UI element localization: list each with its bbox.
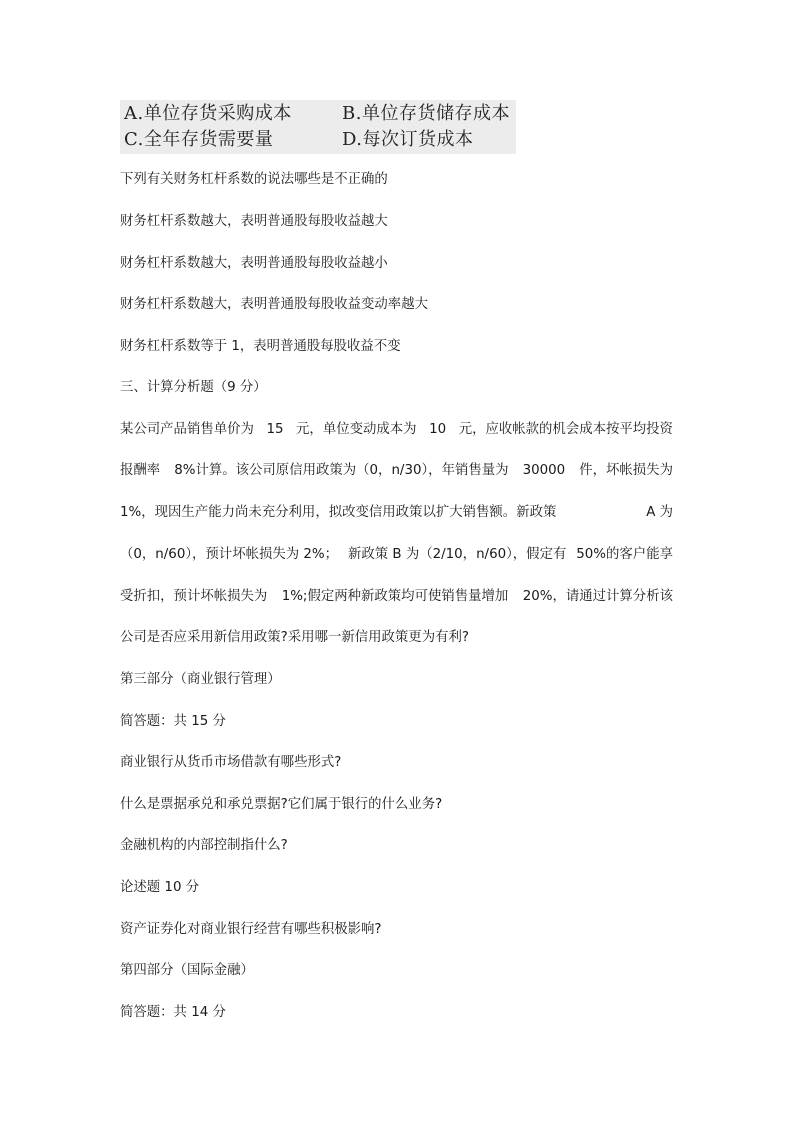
text-segment: 50%的客户能享 xyxy=(576,547,673,562)
text-segment: 元，单位变动成本为 xyxy=(296,422,417,437)
text-segment: 20%，请通过计算分析该 xyxy=(522,589,673,604)
part-three-short-answer-label: 简答题：共 15 分 xyxy=(120,714,226,729)
text-segment: （0，n/60），预计坏帐损失为 2%； xyxy=(120,547,339,562)
text-segment: 报酬率 xyxy=(120,463,161,478)
calc-paragraph-line-5 xyxy=(120,587,673,607)
text-segment: 新政策 B 为（2/10，n/60），假定有 xyxy=(347,547,567,562)
text-segment: 8%计算。该公司原信用政策为（0，n/30），年销售量为 xyxy=(174,463,509,478)
leverage-choice-1: 财务杠杆系数越大，表明普通股每股收益越大 xyxy=(120,214,388,229)
text-segment: 元，应收帐款的机会成本按平均投资 xyxy=(458,422,673,437)
part-three-essay-label: 论述题 10 分 xyxy=(120,880,200,895)
text-segment: 1%，现因生产能力尚未充分利用，拟改变信用政策以扩大销售额。新政策 xyxy=(120,505,557,520)
option-d: D.每次订货成本 xyxy=(342,129,474,150)
calc-paragraph-line-6: 公司是否应采用新信用政策?采用哪一新信用政策更为有利? xyxy=(120,630,469,645)
essay-question: 资产证券化对商业银行经营有哪些积极影响? xyxy=(120,922,382,937)
text-segment: 10 xyxy=(429,422,447,437)
text-segment: 件，坏帐损失为 xyxy=(579,463,673,478)
option-b: B.单位存货储存成本 xyxy=(342,103,510,124)
bank-question-3: 金融机构的内部控制指什么? xyxy=(120,838,288,853)
bank-question-1: 商业银行从货币市场借款有哪些形式? xyxy=(120,755,342,770)
option-c: C.全年存货需要量 xyxy=(124,129,274,150)
leverage-choice-2: 财务杠杆系数越大，表明普通股每股收益越小 xyxy=(120,256,388,271)
leverage-choice-3: 财务杠杆系数越大，表明普通股每股收益变动率越大 xyxy=(120,297,428,312)
section-three-heading: 三、计算分析题（9 分） xyxy=(120,380,267,395)
leverage-question-stem: 下列有关财务杠杆系数的说法哪些是不正确的 xyxy=(120,172,388,187)
text-segment: 某公司产品销售单价为 xyxy=(120,422,254,437)
part-four-short-answer-label: 简答题：共 14 分 xyxy=(120,1005,226,1020)
text-segment: 30000 xyxy=(522,463,566,478)
bank-question-2: 什么是票据承兑和承兑票据?它们属于银行的什么业务? xyxy=(120,797,443,812)
text-segment: A 为 xyxy=(646,505,673,520)
text-segment: 15 xyxy=(266,422,284,437)
calc-paragraph-line-3 xyxy=(120,503,673,523)
leverage-choice-4: 财务杠杆系数等于 1，表明普通股每股收益不变 xyxy=(120,339,401,354)
part-three-heading: 第三部分（商业银行管理） xyxy=(120,672,281,687)
text-segment: 1%;假定两种新政策均可使销售量增加 xyxy=(281,589,509,604)
calc-paragraph-line-1 xyxy=(120,420,673,440)
options-scan-image xyxy=(120,100,516,154)
part-four-heading: 第四部分（国际金融） xyxy=(120,963,254,978)
option-a: A.单位存货采购成本 xyxy=(124,103,292,124)
text-segment: 受折扣，预计坏帐损失为 xyxy=(120,589,268,604)
calc-paragraph-line-4 xyxy=(120,545,673,565)
calc-paragraph-line-2 xyxy=(120,461,673,481)
